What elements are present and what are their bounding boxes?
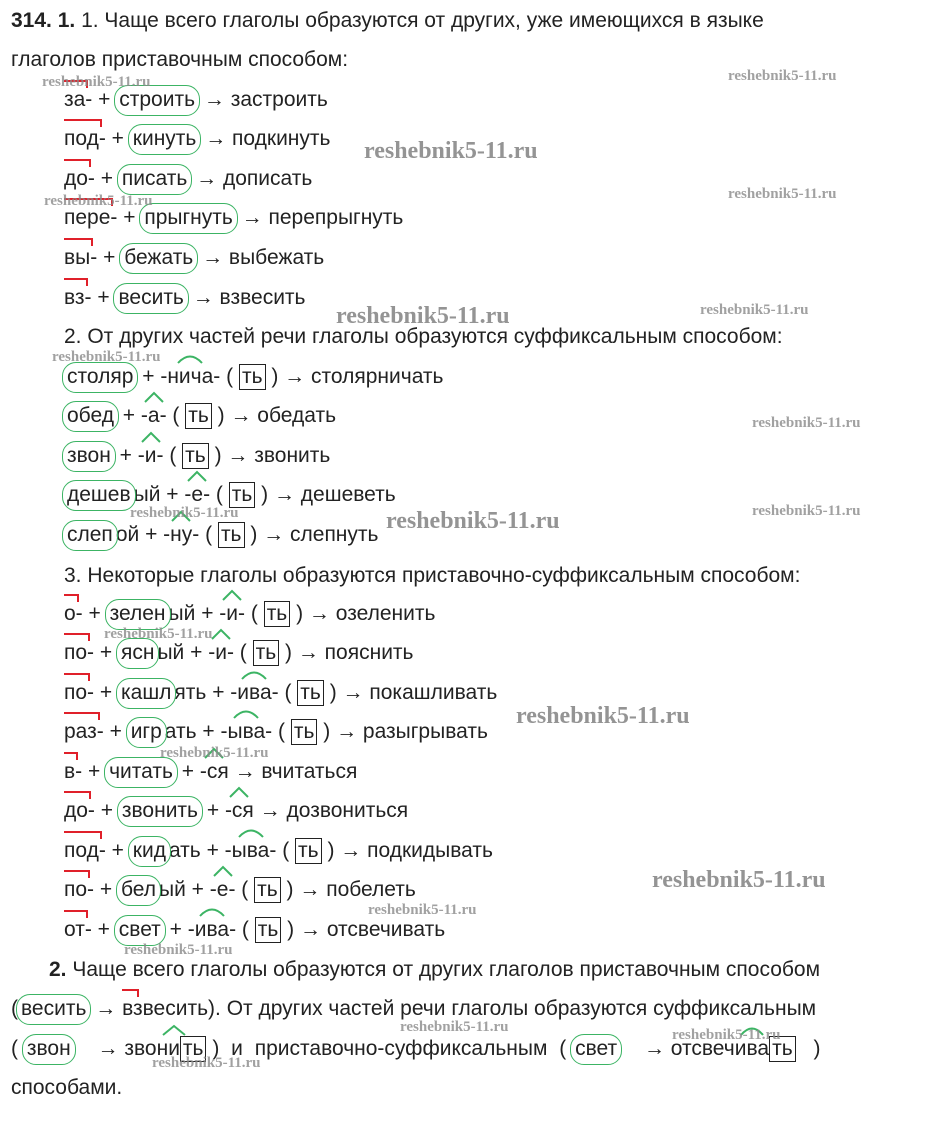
result-word: → вчитаться xyxy=(234,760,358,783)
suffix-mark: -ся xyxy=(225,798,254,824)
mixed-example-row: о- + зелен ый + -и- ( ть ) → озеленить xyxy=(64,601,435,627)
mixed-example-row: по- + бел ый + -е- ( ть ) → побелеть xyxy=(64,877,416,903)
suffix-mark: -е- xyxy=(210,877,236,903)
suffix-mark: и xyxy=(168,1036,180,1062)
watermark: reshebnik5-11.ru xyxy=(386,508,560,534)
arrow: → xyxy=(95,997,117,1020)
result-word: → дописать xyxy=(196,167,313,190)
watermark: reshebnik5-11.ru xyxy=(672,1027,781,1043)
root-oval: столяр xyxy=(64,364,136,390)
word-rest: ый xyxy=(157,641,185,664)
suffix-example-row: обед + -а- ( ть ) → обедать xyxy=(64,403,336,429)
result-word: ) → отсвечивать xyxy=(287,918,446,941)
ending-box: ть xyxy=(185,403,212,429)
watermark: reshebnik5-11.ru xyxy=(44,193,153,209)
ending-box: ть xyxy=(182,443,209,469)
word-rest: ый xyxy=(168,602,196,625)
word-rest: ой xyxy=(115,523,140,546)
result-word: ) → обедать xyxy=(217,404,337,427)
watermark: reshebnik5-11.ru xyxy=(364,138,538,164)
prefix-mark: по- xyxy=(64,878,95,901)
mixed-example-row: в- + читать + -ся → вчитаться xyxy=(64,759,357,785)
prefix-mark: под- xyxy=(64,127,106,150)
prefix-example-row: вз- + весить → взвесить xyxy=(64,286,306,309)
watermark: reshebnik5-11.ru xyxy=(130,505,239,521)
mixed-example-row: по- + ясн ый + -и- ( ть ) → пояснить xyxy=(64,640,414,666)
watermark: reshebnik5-11.ru xyxy=(124,942,233,958)
root-oval: свет xyxy=(116,917,164,943)
intro-line-1 xyxy=(11,8,903,34)
root-oval: бежать xyxy=(121,245,196,271)
root-oval: игр xyxy=(128,719,165,745)
root-oval: кид xyxy=(130,838,169,864)
root-oval: читать xyxy=(106,759,176,785)
word-rest: ый xyxy=(133,483,161,506)
root-oval: звон xyxy=(24,1036,74,1062)
mixed-example-row: от- + свет + -ива- ( ть ) → отсвечивать xyxy=(64,917,445,943)
result-word: → застроить xyxy=(203,88,328,111)
suffix-mark: -е- xyxy=(184,482,210,508)
paren: ( xyxy=(11,1037,18,1060)
suffix-mark: ива xyxy=(735,1036,769,1062)
watermark: reshebnik5-11.ru xyxy=(700,302,809,318)
prefix-example-row: до- + писать → дописать xyxy=(64,167,313,190)
root-oval: писать xyxy=(119,166,190,192)
mixed-example-row: по- + кашл ять + -ива- ( ть ) → покашливать xyxy=(64,680,497,706)
ending-box: ть xyxy=(254,877,281,903)
watermark: reshebnik5-11.ru xyxy=(728,186,837,202)
result-word: ) → слепнуть xyxy=(250,523,379,546)
mixed-example-row: до- + звонить + -ся → дозвониться xyxy=(64,798,408,824)
watermark: reshebnik5-11.ru xyxy=(516,703,690,729)
result-word: → подкинуть xyxy=(205,127,331,150)
root-oval: звонить xyxy=(119,798,201,824)
suffix-mark: -ива- xyxy=(188,917,236,943)
watermark: reshebnik5-11.ru xyxy=(752,415,861,431)
suffix-mark: -нича- xyxy=(160,364,220,390)
word-rest: ать xyxy=(164,720,197,743)
prefix-mark: под- xyxy=(64,839,106,862)
word: звон xyxy=(124,1037,169,1060)
result-word: ) → дешеветь xyxy=(261,483,396,506)
intro-line-2: глаголов приставочным способом: xyxy=(11,48,349,71)
result-word: ) → пояснить xyxy=(285,641,414,664)
suffix-mark: -ива- xyxy=(230,680,278,706)
prefix-mark: вз- xyxy=(64,286,92,309)
part2-line-1 xyxy=(49,957,903,983)
arrow: → xyxy=(97,1037,119,1060)
watermark: reshebnik5-11.ru xyxy=(104,626,213,642)
prefix-mark: по- xyxy=(64,681,95,704)
result-word: → выбежать xyxy=(202,246,325,269)
suffix-mark: -и- xyxy=(138,443,164,469)
root-oval: прыгнуть xyxy=(141,205,235,231)
result-word: ) → разыгрывать xyxy=(323,720,488,743)
result-word: ) → побелеть xyxy=(286,878,416,901)
watermark: reshebnik5-11.ru xyxy=(400,1019,509,1035)
ending-box: ть xyxy=(255,917,282,943)
prefix-example-row: под- + кинуть → подкинуть xyxy=(64,127,331,150)
root-oval: кашл xyxy=(118,680,174,706)
root-oval: весить xyxy=(115,285,186,311)
ending-box: ть xyxy=(229,482,256,508)
result-word: → дозвониться xyxy=(259,799,409,822)
intro-text-1: 1. Чаще всего глаголы образуются от других, уже имеющихся в языке xyxy=(81,9,764,32)
mixed-example-row: раз- + игр ать + -ыва- ( ть ) → разыгрывать xyxy=(64,719,488,745)
prefix-mark: до- xyxy=(64,167,95,190)
ending-box: ть xyxy=(295,838,322,864)
watermark: reshebnik5-11.ru xyxy=(160,745,269,761)
result-word: ) → озеленить xyxy=(296,602,436,625)
watermark: reshebnik5-11.ru xyxy=(368,902,477,918)
intro-mixed: 3. Некоторые глаголы образуются приставочно-суффиксальным способом: xyxy=(64,564,801,587)
root-oval: кинуть xyxy=(130,126,200,152)
ending-box: ть xyxy=(264,601,291,627)
root-oval: звон xyxy=(64,443,114,469)
word-rest: ать xyxy=(168,839,201,862)
ending-box: ть xyxy=(218,522,245,548)
result-word: ) → столярничать xyxy=(271,365,444,388)
root-oval: ясн xyxy=(118,640,157,666)
watermark: reshebnik5-11.ru xyxy=(52,349,161,365)
suffix-mark: -ыва- xyxy=(225,838,277,864)
paren: ( xyxy=(11,997,18,1020)
suffix-example-row: звон + -и- ( ть ) → звонить xyxy=(64,443,330,469)
part1-label: 1. xyxy=(57,9,76,32)
watermark: reshebnik5-11.ru xyxy=(728,68,837,84)
root-oval: бел xyxy=(118,877,159,903)
intro-suffix: 2. От других частей речи глаголы образуются суффиксальным способом: xyxy=(64,325,783,348)
prefix-mark: до- xyxy=(64,799,95,822)
ending-box: ть xyxy=(253,640,280,666)
watermark: reshebnik5-11.ru xyxy=(652,867,826,893)
prefix-mark: от- xyxy=(64,918,92,941)
part2-text-1: Чаще всего глаголы образуются от других глаголов приставочным способом xyxy=(72,958,821,981)
prefix-mark: о- xyxy=(64,602,83,625)
ending-box: ть xyxy=(180,1036,207,1062)
root-oval: свет xyxy=(572,1036,620,1062)
prefix-example-row: пере- + прыгнуть → перепрыгнуть xyxy=(64,206,404,229)
part2-text-3: ) и приставочно-суффиксальным ( xyxy=(212,1037,567,1060)
ending-box: ть xyxy=(769,1036,796,1062)
prefix-mark: вы- xyxy=(64,246,98,269)
part2-label: 2. xyxy=(49,958,67,981)
root-oval: слеп xyxy=(64,522,116,548)
ending-box: ть xyxy=(239,364,266,390)
arrow: → xyxy=(643,1037,665,1060)
prefix-mark: раз- xyxy=(64,720,104,743)
suffix-mark: -а- xyxy=(141,403,167,429)
root-oval: строить xyxy=(116,87,198,113)
prefix-mark: в- xyxy=(64,760,83,783)
root-oval: дешев xyxy=(64,482,134,508)
root-oval: зелен xyxy=(107,601,169,627)
watermark: reshebnik5-11.ru xyxy=(42,74,151,90)
word: отсвеч xyxy=(670,1037,735,1060)
result-word: → перепрыгнуть xyxy=(241,206,404,229)
prefix-mark: за- xyxy=(64,88,93,111)
suffix-mark: -ну- xyxy=(163,522,199,548)
root-oval: обед xyxy=(64,403,117,429)
mixed-example-row: под- + кид ать + -ыва- ( ть ) → подкидывать xyxy=(64,838,493,864)
result-word: ) → звонить xyxy=(214,444,331,467)
prefix-mark: по- xyxy=(64,641,95,664)
word-rest: ять xyxy=(174,681,207,704)
watermark: reshebnik5-11.ru xyxy=(752,503,861,519)
suffix-example-row: слеп ой + -ну- ( ть ) → слепнуть xyxy=(64,522,378,548)
suffix-mark: -и- xyxy=(208,640,234,666)
watermark: reshebnik5-11.ru xyxy=(336,303,510,329)
part2-text-2: весить). От других частей речи глаголы образуются суффиксальным xyxy=(142,997,817,1020)
result-word: → взвесить xyxy=(192,286,306,309)
watermark: reshebnik5-11.ru xyxy=(152,1055,261,1071)
suffix-mark: -ыва- xyxy=(220,719,272,745)
ending-box: ть xyxy=(291,719,318,745)
result-word: ) → покашливать xyxy=(329,681,498,704)
paren: ) xyxy=(813,1037,821,1060)
prefix-example-row: за- + строить → застроить xyxy=(64,88,328,111)
result-word: ) → подкидывать xyxy=(327,839,493,862)
root-oval: весить xyxy=(18,996,89,1022)
prefix-example-row: вы- + бежать → выбежать xyxy=(64,246,325,269)
part2-line-4: способами. xyxy=(11,1076,123,1099)
suffix-mark: -и- xyxy=(219,601,245,627)
prefix-mark: пере- xyxy=(64,206,118,229)
ending-box: ть xyxy=(297,680,324,706)
task-number: 314. xyxy=(11,9,52,32)
word-rest: ый xyxy=(159,878,186,901)
prefix-mark: вз xyxy=(122,997,143,1020)
suffix-mark: -ся xyxy=(200,759,229,785)
suffix-example-row: дешев ый + -е- ( ть ) → дешеветь xyxy=(64,482,396,508)
suffix-example-row: столяр + -нича- ( ть ) → столярничать xyxy=(64,364,443,390)
